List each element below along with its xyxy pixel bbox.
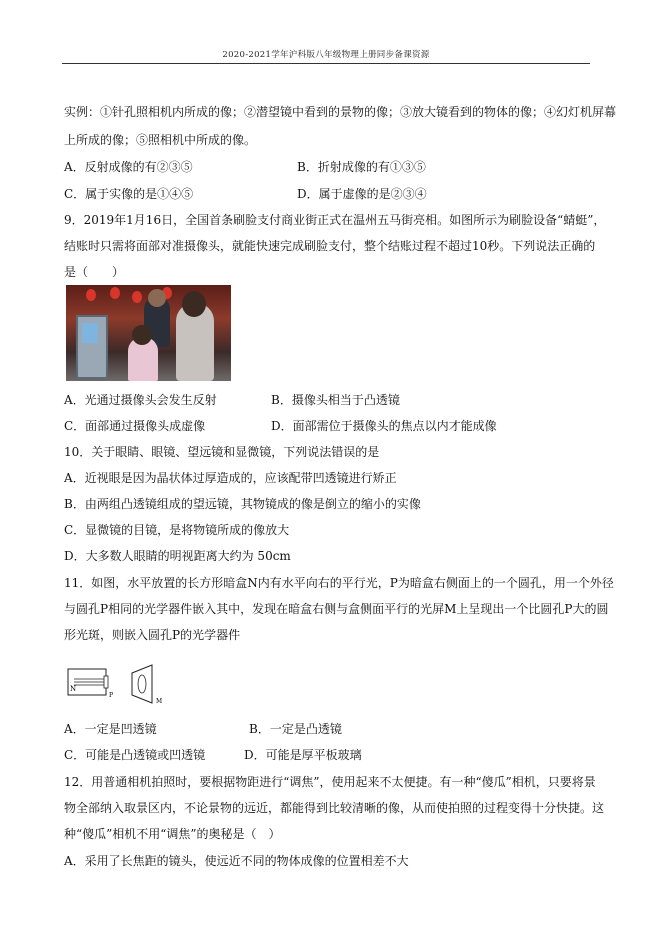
- q10-stem: 10．关于眼睛、眼镜、望远镜和显微镜，下列说法错误的是: [64, 445, 380, 459]
- q11-option-d: D．可能是厚平板玻璃: [244, 748, 362, 762]
- q8-option-a: A．反射成像的有②③⑤: [64, 160, 193, 174]
- q9-stem-line-3: 是（ ）: [64, 265, 125, 279]
- q12-option-a: A．采用了长焦距的镜头，使远近不同的物体成像的位置相差不大: [64, 854, 409, 868]
- q11-option-b: B．一定是凸透镜: [249, 722, 342, 736]
- q8-option-c: C．属于实像的是①④⑤: [64, 187, 194, 201]
- q9-option-d: D．面部需位于摄像头的焦点以内才能成像: [271, 419, 497, 433]
- q8-stem-line-1: 实例：①针孔照相机内所成的像；②潜望镜中看到的景物的像；③放大镜看到的物体的像；④幻灯机屏幕: [64, 105, 617, 119]
- q11-option-c: C．可能是凸透镜或凹透镜: [64, 748, 206, 762]
- optics-diagram: [66, 661, 176, 709]
- label-p: P: [109, 692, 114, 699]
- q9-option-a: A．光通过摄像头会发生反射: [64, 393, 217, 407]
- q11-stem-line-1: 11．如图，水平放置的长方形暗盒N内有水平向右的平行光，P为暗盒右侧面上的一个圆孔，用一个外径: [64, 576, 614, 590]
- q8-stem-line-2: 上所成的像；⑤照相机中所成的像。: [64, 133, 257, 147]
- q12-stem-line-2: 物全部纳入取景区内，不论景物的远近，都能得到比较清晰的像，从而使拍照的过程变得十分快捷。这: [64, 801, 605, 815]
- q9-option-c: C．面部通过摄像头成虚像: [64, 419, 206, 433]
- q11-option-a: A．一定是凹透镜: [64, 722, 157, 736]
- q12-stem-line-3: 种“傻瓜”相机不用“调焦”的奥秘是（ ）: [64, 827, 281, 841]
- header-divider: [62, 63, 590, 64]
- q8-option-d: D．属于虚像的是②③④: [297, 187, 427, 201]
- label-n: N: [70, 685, 77, 693]
- q10-option-d: D．大多数人眼睛的明视距离大约为 50cm: [64, 549, 291, 563]
- q8-option-b: B．折射成像的有①③⑤: [297, 160, 426, 174]
- q10-option-a: A．近视眼是因为晶状体过厚造成的，应该配带凹透镜进行矫正: [64, 471, 397, 485]
- q11-stem-line-3: 形光斑，则嵌入圆孔P的光学器件: [64, 628, 241, 642]
- q9-stem-line-2: 结账时只需将面部对准摄像头，就能快速完成刷脸支付，整个结账过程不超过10秒。下列说法正确的: [64, 239, 596, 253]
- face-payment-photo: [66, 285, 231, 381]
- q9-option-b: B．摄像头相当于凸透镜: [271, 393, 400, 407]
- label-m: M: [156, 698, 163, 705]
- q10-option-c: C．显微镜的目镜，是将物镜所成的像放大: [64, 523, 290, 537]
- page-header: 2020-2021学年沪科版八年级物理上册同步备课资源: [222, 50, 430, 60]
- q12-stem-line-1: 12．用普通相机拍照时，要根据物距进行“调焦”，使用起来不太便捷。有一种“傻瓜”相机，只要将景: [64, 775, 596, 789]
- q10-option-b: B．由两组凸透镜组成的望远镜，其物镜成的像是倒立的缩小的实像: [64, 497, 421, 511]
- q11-stem-line-2: 与圆孔P相同的光学器件嵌入其中，发现在暗盒右侧与盒侧面平行的光屏M上呈现出一个比圆孔P大的圆: [64, 602, 609, 616]
- q9-stem-line-1: 9．2019年1月16日，全国首条刷脸支付商业街正式在温州五马街亮相。如图所示为刷脸设备“蜻蜓”，: [64, 213, 606, 227]
